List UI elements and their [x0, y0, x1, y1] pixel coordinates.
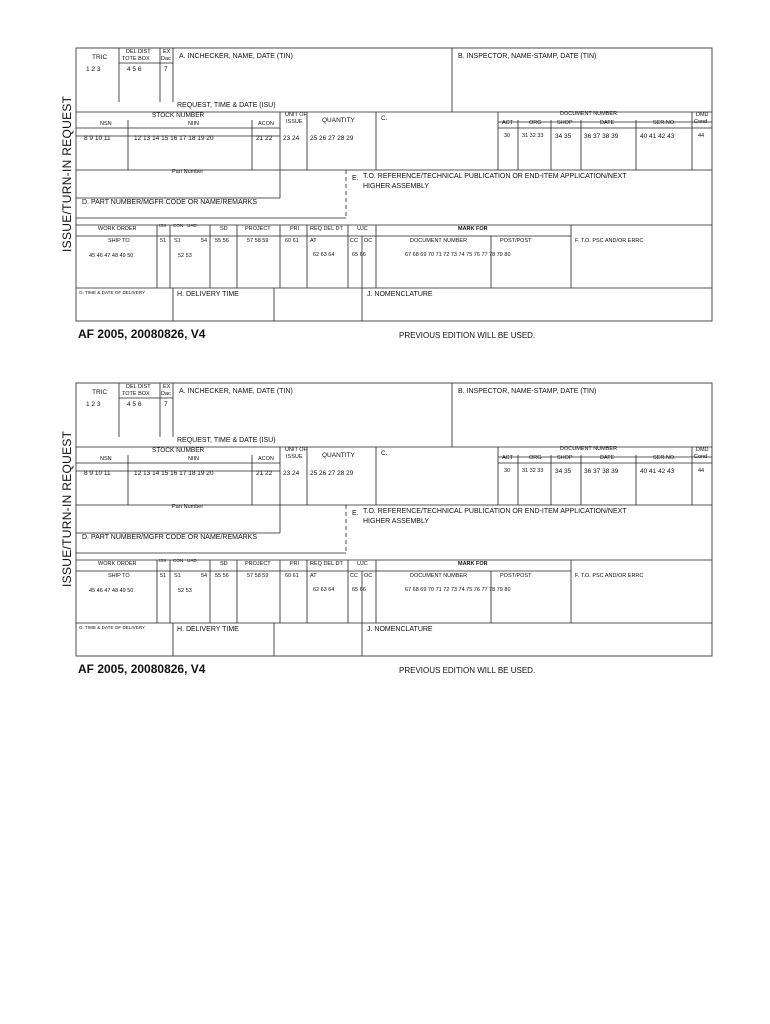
project-cols: 57 58 59: [247, 573, 269, 579]
req-del-dt-label: REQ DEL DT: [310, 561, 343, 567]
field-b-label: B. INSPECTOR, NAME-STAMP, DATE (TIN): [458, 388, 597, 395]
work-order-label: WORK ORDER: [98, 226, 137, 232]
org-label: ORG: [529, 120, 542, 126]
unit-of-label: UNIT OF: [285, 447, 307, 453]
ex-cols: 7: [164, 66, 168, 73]
stock-number-label: STOCK NUMBER: [152, 447, 205, 454]
req-del-dt-label: REQ DEL DT: [310, 226, 343, 232]
con-label: CON: [173, 223, 184, 228]
cond-label: Cond: [694, 119, 708, 125]
cols-54: 54: [201, 238, 208, 244]
date-label: DATE: [600, 120, 615, 126]
act-cols: 30: [504, 468, 511, 474]
s1-label: S1: [174, 573, 181, 579]
nsn-label: NSN: [100, 456, 112, 462]
ex-label: EX: [163, 49, 171, 55]
ship-to-label: SHIP TO: [108, 238, 130, 244]
field-h-label: H. DELIVERY TIME: [177, 626, 239, 633]
cols-54: 54: [201, 573, 208, 579]
at-label: AT: [310, 238, 317, 244]
pri-label: PRI: [290, 226, 300, 232]
date-cols: 36 37 38 39: [584, 468, 619, 475]
niin-cols: 12 13 14 15 16 17 18 19 20: [134, 470, 214, 477]
dmd-label: DMD: [696, 112, 709, 118]
dac-label: Dac: [161, 391, 171, 397]
project-cols: 57 58 59: [247, 238, 269, 244]
date-label: DATE: [600, 455, 615, 461]
nsn-label: NSN: [100, 121, 112, 127]
ser-no-cols: 40 41 42 43: [640, 133, 675, 140]
mark-doc-number-label: DOCUMENT NUMBER: [410, 573, 468, 579]
ujc-cols: 65 66: [352, 587, 366, 593]
stock-number-label: STOCK NUMBER: [152, 112, 205, 119]
dac-label: Dac: [161, 56, 171, 62]
field-j-label: J. NOMENCLATURE: [367, 626, 433, 633]
issue-label: ISSUE: [286, 119, 303, 125]
niin-label: NIIN: [188, 456, 199, 462]
unit-cols: 23 24: [283, 470, 300, 477]
post-post-label: POST/POST: [500, 573, 532, 579]
cc-label: CC: [350, 573, 358, 579]
act-label: ACT: [502, 455, 513, 461]
at-label: AT: [310, 573, 317, 579]
tote-box-label: TOTE BOX: [122, 56, 150, 62]
previous-edition-note: PREVIOUS EDITION WILL BE USED.: [399, 666, 536, 675]
shop-cols: 34 35: [555, 133, 572, 140]
pri-label: PRI: [290, 561, 300, 567]
tric-label: TRIC: [92, 54, 108, 61]
uad-label: UAD: [187, 223, 197, 228]
acon-cols: 21 22: [256, 470, 273, 477]
issue-turn-in-form-1: [0, 40, 770, 340]
dmd-cols: 44: [698, 468, 705, 474]
ser-no-cols: 40 41 42 43: [640, 468, 675, 475]
ujc-label: UJC: [357, 561, 368, 567]
form-id: AF 2005, 20080826, V4: [78, 327, 206, 341]
del-dist-cols: 4 5 6: [127, 401, 142, 408]
niin-label: NIIN: [188, 121, 199, 127]
field-b-label: B. INSPECTOR, NAME-STAMP, DATE (TIN): [458, 53, 597, 60]
ujc-label: UJC: [357, 226, 368, 232]
cols-51: 51: [160, 573, 167, 579]
field-c-label: C.: [381, 450, 388, 457]
oc-label: OC: [364, 573, 373, 579]
isx-label: ISX: [159, 558, 167, 563]
project-label: PROJECT: [245, 561, 271, 567]
shop-cols: 34 35: [555, 468, 572, 475]
field-e-letter: E.: [352, 175, 359, 182]
dmd-cols: 44: [698, 133, 705, 139]
field-g-label: G. TIME & DATE OF DELIVERY: [79, 290, 146, 295]
con-label: CON: [173, 558, 184, 563]
ex-cols: 7: [164, 401, 168, 408]
field-f-label: F. T.O. PSC AND/OR ERRC: [575, 238, 644, 244]
previous-edition-note: PREVIOUS EDITION WILL BE USED.: [399, 331, 536, 340]
req-del-dt-cols: 62 63 64: [313, 587, 335, 593]
sd-label: SD: [220, 561, 228, 567]
acon-label: ACON: [258, 456, 274, 462]
side-title: ISSUE/TURN-IN REQUEST: [60, 95, 74, 252]
mark-for-cols: 67 68 69 70 71 72 73 74 75 76 77 78 79 80: [405, 587, 511, 593]
field-d-label: D. PART NUMBER/MGFR CODE OR NAME/REMARKS: [82, 199, 258, 206]
oc-label: OC: [364, 238, 373, 244]
issue-turn-in-form-2: [0, 375, 770, 675]
mark-for-label: MARK FOR: [458, 226, 488, 232]
sd-label: SD: [220, 226, 228, 232]
mark-doc-number-label: DOCUMENT NUMBER: [410, 238, 468, 244]
cc-label: CC: [350, 238, 358, 244]
mark-for-label: MARK FOR: [458, 561, 488, 567]
project-label: PROJECT: [245, 226, 271, 232]
field-e-line2: HIGHER ASSEMBLY: [363, 183, 430, 190]
part-number-label: Part Number: [172, 504, 204, 510]
cols-52-53: 52 53: [178, 588, 192, 594]
org-label: ORG: [529, 455, 542, 461]
field-e-line1: T.O. REFERENCE/TECHNICAL PUBLICATION OR END-ITEM APPLICATION/NEXT: [363, 508, 627, 515]
field-f-label: F. T.O. PSC AND/OR ERRC: [575, 573, 644, 579]
field-d-label: D. PART NUMBER/MGFR CODE OR NAME/REMARKS: [82, 534, 258, 541]
sd-cols: 55 56: [215, 573, 229, 579]
tote-box-label: TOTE BOX: [122, 391, 150, 397]
field-a-label: A. INCHECKER, NAME, DATE (TIN): [179, 388, 293, 395]
ship-to-cols: 45 46 47 48 49 50: [89, 253, 134, 259]
field-c-label: C.: [381, 115, 388, 122]
isx-label: ISX: [159, 223, 167, 228]
del-dist-cols: 4 5 6: [127, 66, 142, 73]
issue-label: ISSUE: [286, 454, 303, 460]
field-j-label: J. NOMENCLATURE: [367, 291, 433, 298]
niin-cols: 12 13 14 15 16 17 18 19 20: [134, 135, 214, 142]
ship-to-label: SHIP TO: [108, 573, 130, 579]
s1-label: S1: [174, 238, 181, 244]
ujc-cols: 65 66: [352, 252, 366, 258]
date-cols: 36 37 38 39: [584, 133, 619, 140]
ser-no-label: SER.NO.: [653, 455, 676, 461]
unit-cols: 23 24: [283, 135, 300, 142]
tric-label: TRIC: [92, 389, 108, 396]
work-order-label: WORK ORDER: [98, 561, 137, 567]
shop-label: SHOP: [557, 455, 573, 461]
quantity-label: QUANTITY: [322, 117, 355, 124]
nsn-cols: 8 9 10 11: [84, 470, 111, 477]
quantity-cols: 25 26 27 28 29: [310, 135, 354, 142]
field-h-label: H. DELIVERY TIME: [177, 291, 239, 298]
unit-of-label: UNIT OF: [285, 112, 307, 118]
request-time-label: REQUEST, TIME & DATE (ISU): [177, 437, 276, 444]
nsn-cols: 8 9 10 11: [84, 135, 111, 142]
part-number-label: Part Number: [172, 169, 204, 175]
act-cols: 30: [504, 133, 511, 139]
post-post-label: POST/POST: [500, 238, 532, 244]
field-e-line2: HIGHER ASSEMBLY: [363, 518, 430, 525]
del-dist-label: DEL DIST: [126, 384, 151, 390]
ship-to-cols: 45 46 47 48 49 50: [89, 588, 134, 594]
field-e-letter: E.: [352, 510, 359, 517]
document-number-label: DOCUMENT NUMBER: [560, 446, 618, 452]
dmd-label: DMD: [696, 447, 709, 453]
side-title: ISSUE/TURN-IN REQUEST: [60, 430, 74, 587]
pri-cols: 60 61: [285, 573, 299, 579]
field-a-label: A. INCHECKER, NAME, DATE (TIN): [179, 53, 293, 60]
field-g-label: G. TIME & DATE OF DELIVERY: [79, 625, 146, 630]
document-number-label: DOCUMENT NUMBER: [560, 111, 618, 117]
ex-label: EX: [163, 384, 171, 390]
cols-51: 51: [160, 238, 167, 244]
mark-for-cols: 67 68 69 70 71 72 73 74 75 76 77 78 79 80: [405, 252, 511, 258]
org-cols: 31 32 33: [522, 468, 544, 474]
del-dist-label: DEL DIST: [126, 49, 151, 55]
uad-label: UAD: [187, 558, 197, 563]
ser-no-label: SER.NO.: [653, 120, 676, 126]
shop-label: SHOP: [557, 120, 573, 126]
sd-cols: 55 56: [215, 238, 229, 244]
acon-label: ACON: [258, 121, 274, 127]
acon-cols: 21 22: [256, 135, 273, 142]
pri-cols: 60 61: [285, 238, 299, 244]
req-del-dt-cols: 62 63 64: [313, 252, 335, 258]
tric-cols: 1 2 3: [86, 401, 101, 408]
quantity-label: QUANTITY: [322, 452, 355, 459]
tric-cols: 1 2 3: [86, 66, 101, 73]
org-cols: 31 32 33: [522, 133, 544, 139]
quantity-cols: 25 26 27 28 29: [310, 470, 354, 477]
form-id: AF 2005, 20080826, V4: [78, 662, 206, 676]
cond-label: Cond: [694, 454, 708, 460]
act-label: ACT: [502, 120, 513, 126]
cols-52-53: 52 53: [178, 253, 192, 259]
request-time-label: REQUEST, TIME & DATE (ISU): [177, 102, 276, 109]
field-e-line1: T.O. REFERENCE/TECHNICAL PUBLICATION OR END-ITEM APPLICATION/NEXT: [363, 173, 627, 180]
